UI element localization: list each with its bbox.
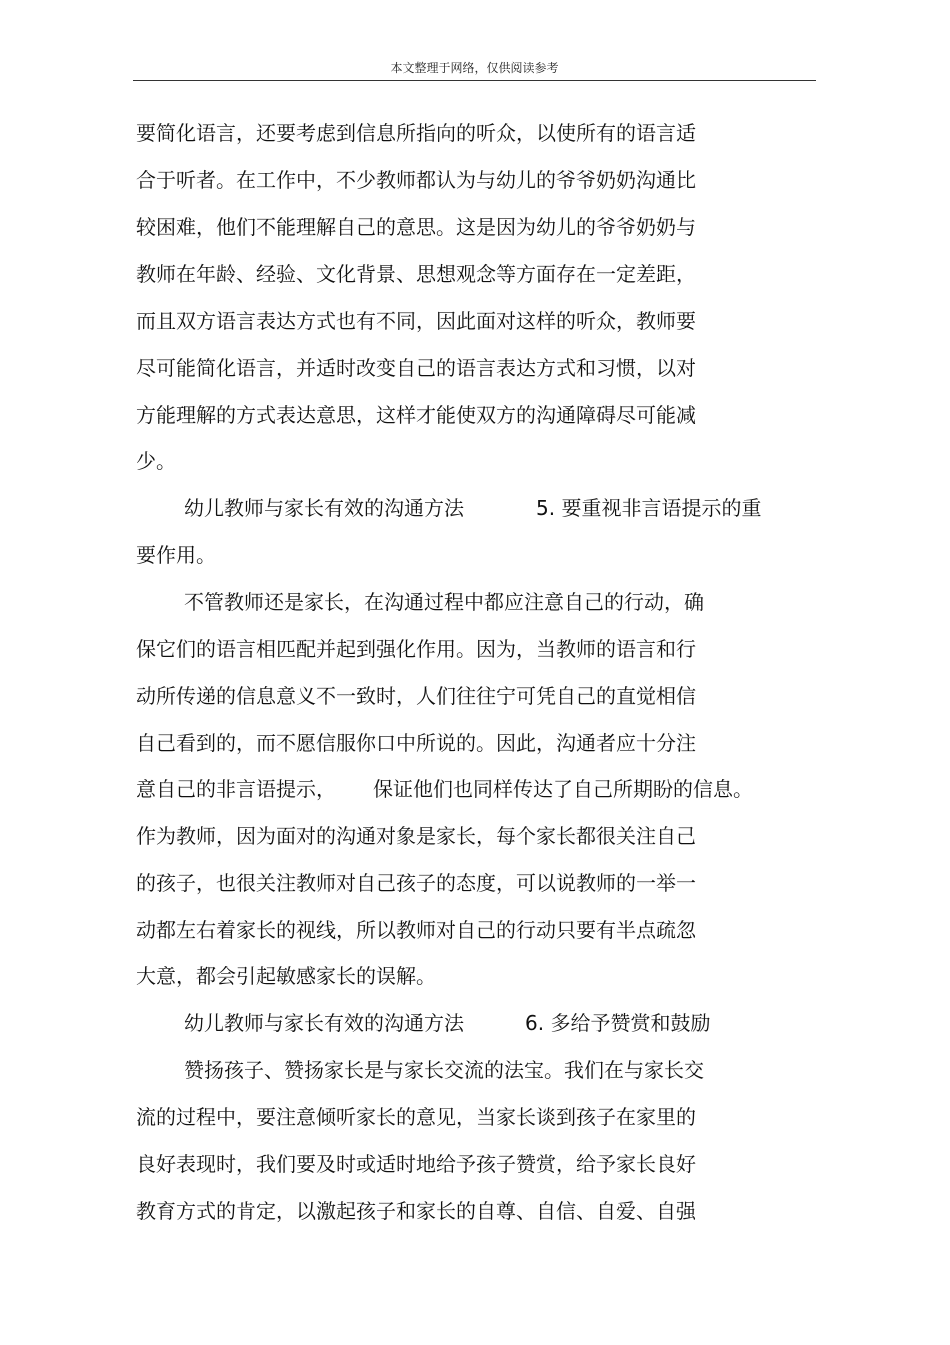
paragraph-line: 的孩子，也很关注教师对自己孩子的态度，可以说教师的一举一 [136,871,696,895]
heading-title: 幼儿教师与家长有效的沟通方法 [184,496,464,520]
paragraph-line: 赞扬孩子、赞扬家长是与家长交流的法宝。我们在与家长交 [184,1058,704,1082]
paragraph-line: 较困难，他们不能理解自己的意思。这是因为幼儿的爷爷奶奶与 [136,215,696,239]
heading-title: 幼儿教师与家长有效的沟通方法 [184,1011,464,1035]
paragraph-line: 而且双方语言表达方式也有不同，因此面对这样的听众，教师要 [136,309,696,333]
paragraph-line: 教师在年龄、经验、文化背景、思想观念等方面存在一定差距， [136,262,696,286]
paragraph-line: 保证他们也同样传达了自己所期盼的信息。 [373,777,753,801]
paragraph-line: 保它们的语言相匹配并起到强化作用。因为，当教师的语言和行 [136,637,696,661]
paragraph-line: 少。 [136,449,176,473]
paragraph-line: 作为教师，因为面对的沟通对象是家长，每个家长都很关注自己 [136,824,696,848]
paragraph-line: 大意，都会引起敏感家长的误解。 [136,964,436,988]
paragraph-line: 不管教师还是家长，在沟通过程中都应注意自己的行动，确 [184,590,704,614]
paragraph-line: 方能理解的方式表达意思，这样才能使双方的沟通障碍尽可能减 [136,403,696,427]
paragraph-line: 自己看到的，而不愿信服你口中所说的。因此，沟通者应十分注 [136,731,696,755]
paragraph-line: 意自己的非言语提示， [136,777,336,801]
heading-subtitle: 6. 多给予赞赏和鼓励 [525,1011,711,1035]
paragraph-line: 要简化语言，还要考虑到信息所指向的听众，以使所有的语言适 [136,121,696,145]
paragraph-line: 流的过程中，要注意倾听家长的意见，当家长谈到孩子在家里的 [136,1105,696,1129]
paragraph-line: 良好表现时，我们要及时或适时地给予孩子赞赏，给予家长良好 [136,1152,696,1176]
heading-subtitle: 5. 要重视非言语提示的重 [536,496,762,520]
paragraph-line: 动都左右着家长的视线，所以教师对自己的行动只要有半点疏忽 [136,918,696,942]
paragraph-line: 要作用。 [136,543,216,567]
paragraph-line: 教育方式的肯定，以激起孩子和家长的自尊、自信、自爱、自强 [136,1199,696,1223]
page-header: 本文整理于网络，仅供阅读参考 [133,58,816,81]
paragraph-line: 动所传递的信息意义不一致时，人们往往宁可凭自己的直觉相信 [136,684,696,708]
paragraph-line: 尽可能简化语言，并适时改变自己的语言表达方式和习惯，以对 [136,356,696,380]
paragraph-line: 合于听者。在工作中，不少教师都认为与幼儿的爷爷奶奶沟通比 [136,168,696,192]
